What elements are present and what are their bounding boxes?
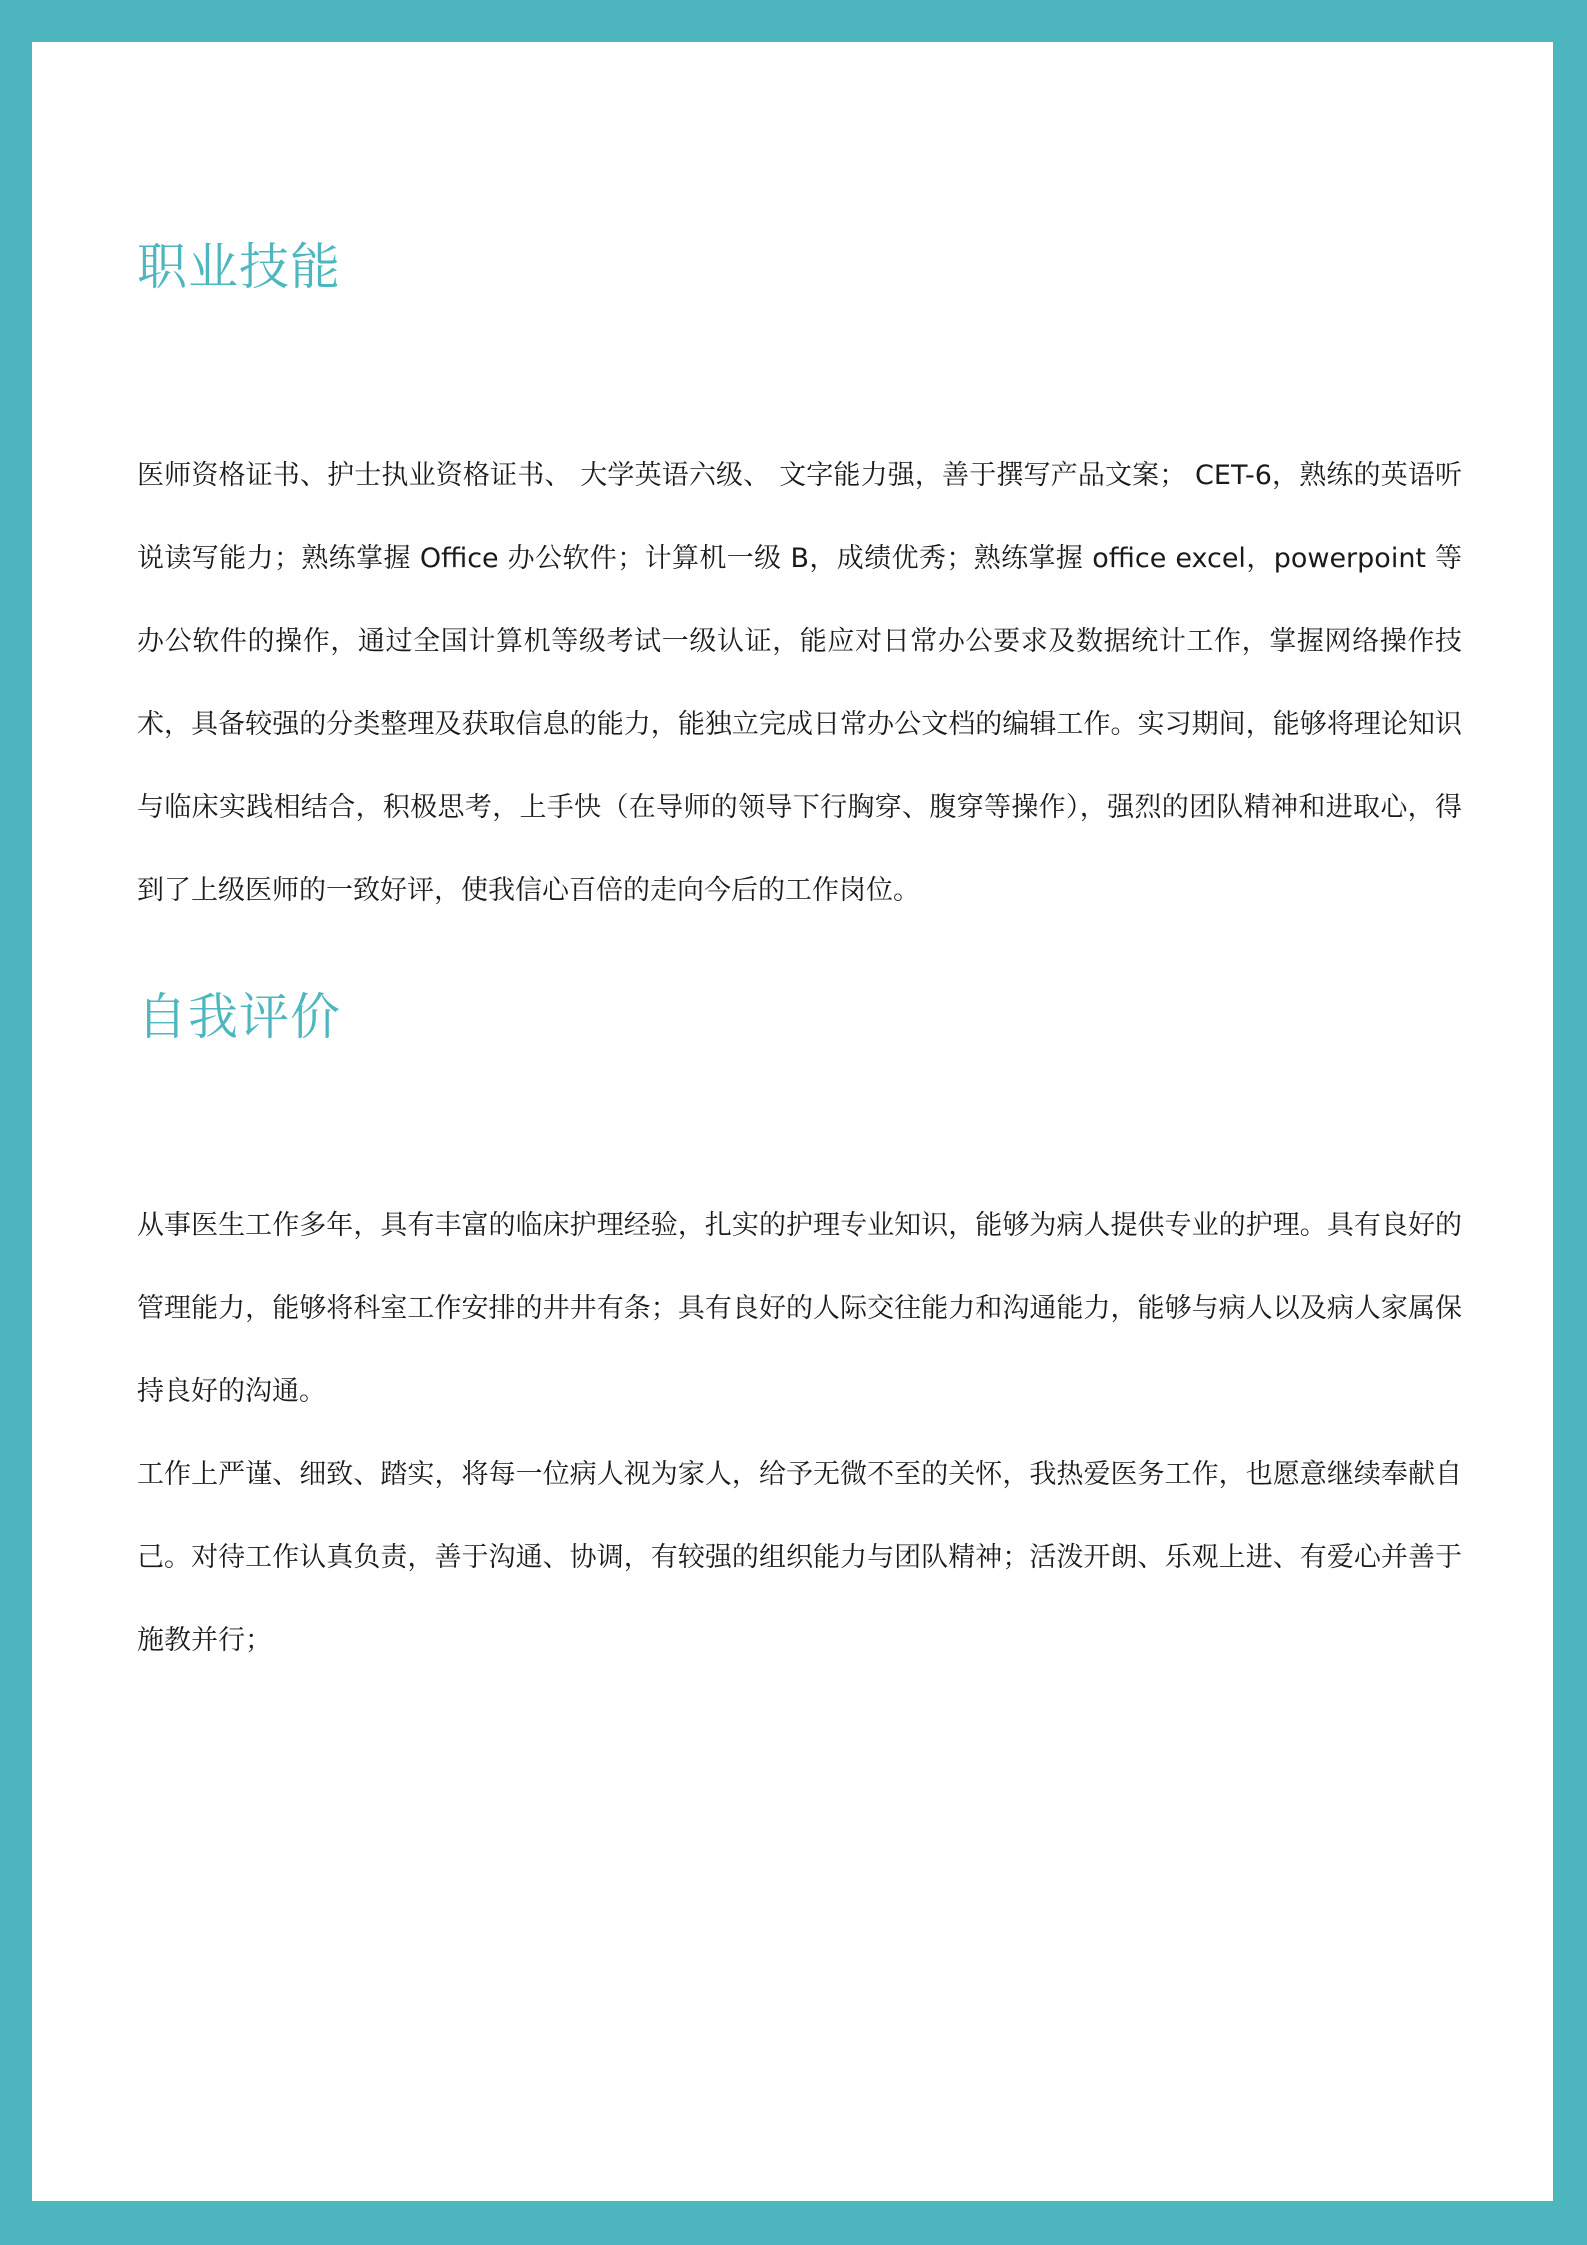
- section-title-skills: 职业技能: [137, 238, 341, 296]
- resume-page: [32, 42, 1553, 2201]
- skills-paragraph: 医师资格证书、护士执业资格证书、 大学英语六级、 文字能力强，善于撰写产品文案； CET-6，熟练的英语听说读写能力；熟练掌握 Office 办公软件；计算机一级 B，成绩优秀；熟练掌握 office excel，powerpoint 等办公软件的操作，通过全国计算机等级考试一级认证，能应对日常办公要求及数据统计工作，掌握网络操作技术，具备较强的分类整理及获取信息的能力，能独立完成日常办公文档的编辑工作。实习期间，能够将理论知识与临床实践相结合，积极思考，上手快（在导师的领导下行胸穿、腹穿等操作），强烈的团队精神和进取心，得到了上级医师的一致好评，使我信心百倍的走向今后的工作岗位。: [137, 460, 1462, 906]
- self-evaluation-paragraph: 从事医生工作多年，具有丰富的临床护理经验，扎实的护理专业知识，能够为病人提供专业的护理。具有良好的管理能力，能够将科室工作安排的井井有条；具有良好的人际交往能力和沟通能力，能够与病人以及病人家属保持良好的沟通。: [137, 1210, 1462, 1407]
- self-evaluation-paragraph: 工作上严谨、细致、踏实，将每一位病人视为家人，给予无微不至的关怀，我热爱医务工作，也愿意继续奉献自己。对待工作认真负责，善于沟通、协调，有较强的组织能力与团队精神；活泼开朗、乐观上进、有爱心并善于施教并行；: [137, 1459, 1462, 1656]
- section-title-self-evaluation: 自我评价: [137, 988, 341, 1046]
